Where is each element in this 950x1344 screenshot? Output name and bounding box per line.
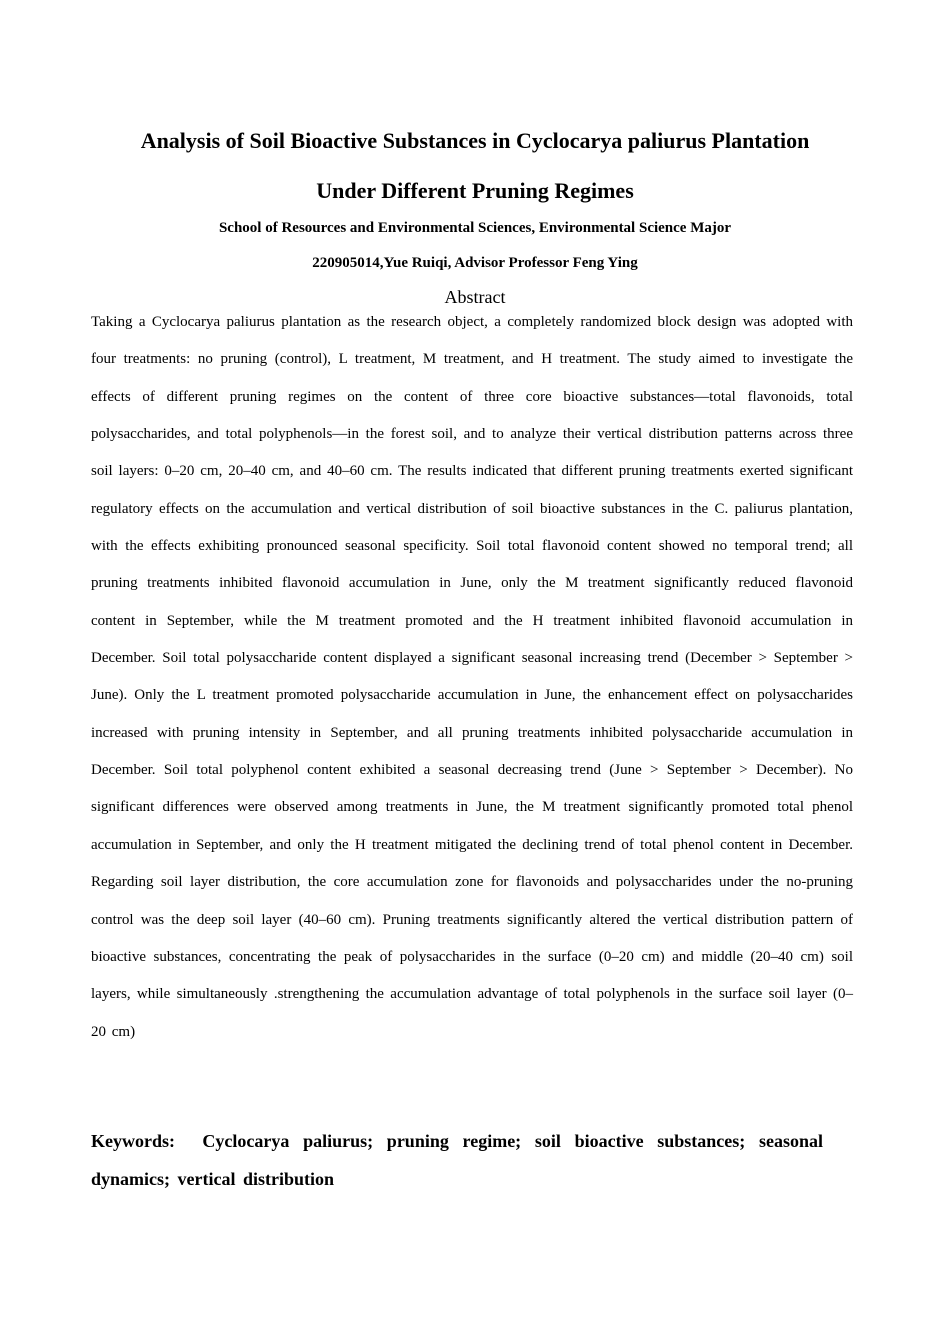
paper-title-line-1: Analysis of Soil Bioactive Substances in Cyclocarya paliurus Plantation <box>140 128 810 153</box>
paper-title-line-2: Under Different Pruning Regimes <box>316 178 634 203</box>
abstract-heading: Abstract <box>444 287 506 307</box>
keywords <box>91 1123 823 1198</box>
keywords-text: Cyclocarya paliurus; pruning regime; soil bioactive substances; seasonal dynamics; vertical distribution <box>91 1131 823 1189</box>
abstract-body: Taking a Cyclocarya paliurus plantation as the research object, a completely randomized block design was adopted with four treatments: no pruning (control), L treatment, M treatment, and H treatment. The study aimed to investigate the effects of different pruning regimes on the content of three core bioactive substances—total flavonoids, total polysaccharides, and total polyphenols—in the forest soil, and to analyze their vertical distribution patterns across three soil layers: 0–20 cm, 20–40 cm, and 40–60 cm. The results indicated that different pruning treatments exerted significant regulatory effects on the accumulation and vertical distribution of soil bioactive substances in the C. paliurus plantation, with the effects exhibiting pronounced seasonal specificity. Soil total flavonoid content showed no temporal trend; all pruning treatments inhibited flavonoid accumulation in June, only the M treatment significantly reduced flavonoid content in September, while the M treatment promoted and the H treatment inhibited flavonoid accumulation in December. Soil total polysaccharide content displayed a significant seasonal increasing trend (December > September > June). Only the L treatment promoted polysaccharide accumulation in June, the enhancement effect on polysaccharides increased with pruning intensity in September, and all pruning treatments inhibited polysaccharide accumulation in December. Soil total polyphenol content exhibited a seasonal decreasing trend (June > September > December). No significant differences were observed among treatments in June, the M treatment significantly promoted total phenol accumulation in September, and only the H treatment mitigated the declining trend of total phenol content in December. Regarding soil layer distribution, the core accumulation zone for flavonoids and polysaccharides under the no-pruning control was the deep soil layer (40–60 cm). Pruning treatments significantly altered the vertical distribution pattern of bioactive substances, concentrating the peak of polysaccharides in the surface (0–20 cm) and middle (20–40 cm) soil layers, while simultaneously .strengthening the accumulation advantage of total polyphenols in the surface soil layer (0–20 cm) <box>91 314 853 1040</box>
affiliation: School of Resources and Environmental Sciences, Environmental Science Major <box>218 220 732 236</box>
author-line: 220905014,Yue Ruiqi, Advisor Professor Feng Ying <box>312 255 638 271</box>
keywords-label: Keywords: <box>91 1131 175 1151</box>
